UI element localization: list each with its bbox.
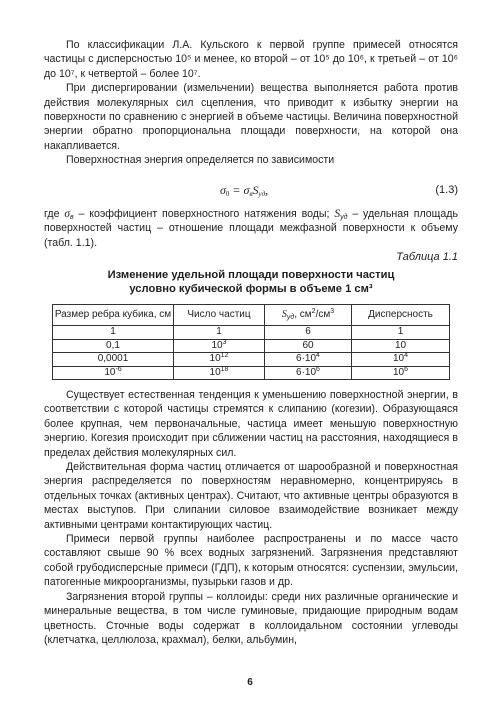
table-header-row <box>53 305 450 326</box>
cell-count <box>174 353 265 367</box>
def-text1: – коэффициент поверхностного натяжения воды; <box>73 208 335 220</box>
cell-area-sup: 4 <box>316 352 320 360</box>
cell-size-base: 10 <box>104 366 116 378</box>
formula-s: S <box>252 183 259 197</box>
cell-count-base: 10 <box>209 353 221 365</box>
cell-area <box>265 353 352 367</box>
cell-disp-base: 1 <box>397 326 404 338</box>
cell-disp-base: 10 <box>392 353 405 365</box>
cell-count <box>174 326 265 340</box>
cell-count <box>174 339 265 353</box>
cell-area-base: 6 <box>305 326 311 338</box>
table-row <box>53 353 450 367</box>
table-row <box>53 326 450 340</box>
cell-count-base: 10 <box>209 366 221 378</box>
cell-disp-base: 10 <box>394 339 407 351</box>
cell-count-base: 10 <box>211 339 223 351</box>
def-sigma: σ <box>64 208 70 220</box>
cell-dispersion <box>352 326 450 340</box>
table-caption: Таблица 1.1 <box>396 251 458 263</box>
cell-dispersion <box>352 366 450 380</box>
paragraph-classification: По классификации Л.А. Кульского к первой группе примесей относятся частицы с дисперсностью 10⁵ и менее, ко второй – от 10⁵ до 10⁶, к третьей – от 10⁶ до 10⁷, к четвертой – более 10⁷. <box>44 39 458 80</box>
cell-size-sup: -6 <box>115 365 122 373</box>
header-s-sub: уд <box>286 314 295 321</box>
header-count: Число частиц <box>174 305 265 326</box>
cell-area <box>265 366 352 380</box>
cell-size <box>53 326 174 340</box>
cell-count-sup: 12 <box>220 352 229 360</box>
cell-size-base: 0,0001 <box>97 353 129 365</box>
def-where: где <box>44 208 65 220</box>
cell-size-base: 0,1 <box>106 339 120 351</box>
paragraph-cohesion: Существует естественная тенденция к уменьшению поверхностной энергии, в соответствии с которой частицы стремятся к слипанию (когезии). Образующаяся более крупная, чем первоначальные, частица имеет меньшую поверхностную энергию. Когезия происходит при сближении частиц на расстояния, находящиеся в пределах действия молекулярных сил. <box>44 389 458 459</box>
cell-disp-sup: 4 <box>404 352 409 360</box>
dispersion-table <box>52 304 450 380</box>
text-block-top <box>44 38 458 168</box>
formula-expression <box>220 183 268 197</box>
formula-sub-ud: уд <box>258 190 266 198</box>
cell-area-base: 6·10 <box>296 353 317 365</box>
cell-count-sup: 18 <box>220 365 229 373</box>
cell-count-base: 1 <box>216 326 222 338</box>
header-unit: , см <box>294 309 312 320</box>
formula-sigma: σ <box>220 183 226 197</box>
cell-area <box>265 326 352 340</box>
paragraph-active-centers: Действительная форма частиц отличается от шарообразной и поверхностная энергия распределяется по поверхностям неравномерно, концентрируясь в отдельных точках (активных центрах). Считают, что активные центры образуются в местах выступов. При слипании силовое взаимодействие возникает между активными центрами контактирующих частиц. <box>44 461 458 531</box>
formula-sub-0: 0 <box>225 190 230 198</box>
table-row <box>53 366 450 380</box>
paragraph-first-group: Примеси первой группы наиболее распространены и по массе часто составляют свыше 90 % всех водных загрязнений. Загрязнения представляют собой грубодисперсные примеси (ГДП), к которым относятся: суспензии, эмульсии, патогенные микроорганизмы, пузырьки газов и др. <box>44 533 458 589</box>
def-text2: – удельная площадь поверхностей частиц – отношение площади межфазной поверхности к объему (табл. 1.1). <box>44 208 458 249</box>
header-size: Размер ребра кубика, см <box>53 305 174 326</box>
cell-size <box>53 353 174 367</box>
cell-size-base: 1 <box>110 326 116 338</box>
table-title <box>44 268 458 296</box>
cell-dispersion <box>352 339 450 353</box>
cell-disp-base: 10 <box>392 366 405 378</box>
text-block-bottom <box>44 388 458 647</box>
cell-area <box>265 339 352 353</box>
formula-comma: , <box>265 183 269 197</box>
paragraph-surface-energy: Поверхностная энергия определяется по зависимости <box>66 154 335 167</box>
definitions-block <box>44 207 458 250</box>
header-dispersion: Дисперсность <box>352 305 450 326</box>
cell-count-sup: 3 <box>222 338 227 346</box>
table-row <box>53 339 450 353</box>
table-title-line2: условно кубической формы в объеме 1 см³ <box>129 283 373 295</box>
table-title-line1: Изменение удельной площади поверхности частиц <box>107 269 395 281</box>
cell-area-base: 60 <box>302 339 314 351</box>
formula-number: (1.3) <box>435 184 458 196</box>
header-slash: /см <box>315 309 331 320</box>
cell-disp-sup: 6 <box>404 365 409 373</box>
def-s: S <box>334 208 341 220</box>
paragraph-definitions <box>44 207 458 250</box>
def-sigma-sub: в <box>69 214 74 221</box>
header-sup2: 3 <box>330 308 335 315</box>
formula-sub-v: в <box>249 190 253 198</box>
cell-area-base: 6·10 <box>296 366 317 378</box>
cell-size <box>53 339 174 353</box>
paragraph-dispersion: При диспергировании (измельчении) вещества выполняется работа против действия молекулярных сил сцепления, что приводит к избытку энергии на поверхности по сравнению с энергией в объеме частицы. Величина поверхностной энергии обратно пропорциональна площади поверхности, на которой она накапливается. <box>44 82 458 152</box>
formula-equals: = σ <box>229 183 250 197</box>
page-number: 6 <box>247 677 253 688</box>
header-sup1: 2 <box>311 308 316 315</box>
def-s-sub: уд <box>340 214 348 221</box>
paragraph-second-group: Загрязнения второй группы – коллоиды: среди них различные органические и минеральные вещества, в том числе гуминовые, придающие природным водам цветность. Сточные воды содержат в коллоидальном состоянии углеводы (клетчатка, целлюлоза, крахмал), белки, альбумин, <box>44 590 458 646</box>
cell-count <box>174 366 265 380</box>
cell-size <box>53 366 174 380</box>
header-specific-area <box>265 305 352 326</box>
formula-1-3 <box>44 183 458 199</box>
cell-dispersion <box>352 353 450 367</box>
cell-area-sup: 6 <box>316 365 320 373</box>
header-s: S <box>281 309 287 320</box>
